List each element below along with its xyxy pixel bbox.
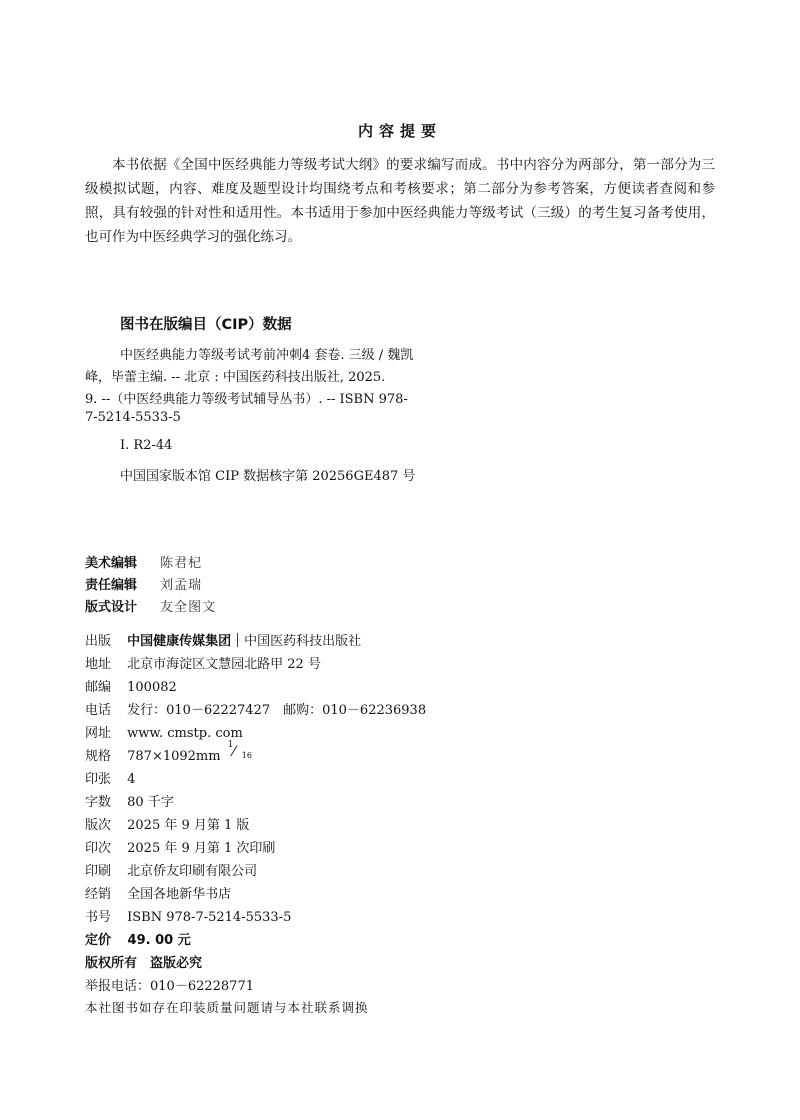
cip-record: 中国国家版本馆 CIP 数据核字第 20256GE487 号 bbox=[120, 469, 416, 484]
price-value: 49. 00 元 bbox=[127, 933, 191, 948]
address-label: 地址 bbox=[85, 657, 112, 672]
format-value: 787×1092mm bbox=[127, 749, 221, 764]
fraction-numerator: 1 bbox=[227, 740, 234, 750]
price-label: 定价 bbox=[85, 933, 112, 948]
phone-value: 发行：010－62227427 邮购：010－62236938 bbox=[127, 703, 427, 718]
distributor-label: 经销 bbox=[85, 887, 112, 902]
cip-line: 7-5214-5533-5 bbox=[85, 410, 181, 425]
format-fraction bbox=[225, 740, 252, 760]
address-value: 北京市海淀区文慧园北路甲 22 号 bbox=[127, 657, 321, 672]
editor-name: 陈君杞 bbox=[160, 556, 203, 571]
copyright-notice: 版权所有 盗版必究 bbox=[85, 956, 203, 971]
isbn-row bbox=[85, 906, 291, 925]
editor-role: 美术编辑 bbox=[85, 556, 138, 571]
sheets-value: 4 bbox=[127, 772, 136, 787]
editor-name: 刘孟瑞 bbox=[160, 578, 203, 593]
cip-heading: 图书在版编目（CIP）数据 bbox=[120, 317, 292, 333]
publisher-group: 中国健康传媒集团 bbox=[127, 634, 232, 649]
postcode-label: 邮编 bbox=[85, 680, 112, 695]
cip-classification: Ⅰ. R2-44 bbox=[120, 438, 173, 453]
website-value: www. cmstp. com bbox=[127, 726, 243, 741]
publisher-name: 中国医药科技出版社 bbox=[244, 634, 362, 649]
editor-row bbox=[85, 574, 202, 593]
wordcount-label: 字数 bbox=[85, 795, 112, 810]
price-row bbox=[85, 929, 191, 948]
cip-line: 9. --（中医经典能力等级考试辅导丛书）. -- ISBN 978- bbox=[85, 392, 408, 407]
publisher-label: 出版 bbox=[85, 634, 112, 649]
edition-label: 版次 bbox=[85, 818, 112, 833]
fraction-slash: ⁄ bbox=[232, 744, 236, 760]
publisher-row bbox=[85, 630, 361, 649]
editor-row bbox=[85, 552, 202, 571]
editor-name: 友全图文 bbox=[160, 600, 217, 615]
editor-role: 责任编辑 bbox=[85, 578, 138, 593]
printer-label: 印刷 bbox=[85, 864, 112, 879]
phone-label: 电话 bbox=[85, 703, 112, 718]
quality-notice: 本社图书如存在印装质量问题请与本社联系调换 bbox=[85, 1000, 369, 1015]
divider bbox=[237, 633, 238, 647]
distributor-row bbox=[85, 883, 231, 902]
printer-value: 北京侨友印刷有限公司 bbox=[127, 864, 258, 879]
editor-role: 版式设计 bbox=[85, 600, 138, 615]
wordcount-value: 80 千字 bbox=[127, 795, 174, 810]
isbn-value: ISBN 978-7-5214-5533-5 bbox=[127, 910, 292, 925]
address-row bbox=[85, 653, 321, 672]
postcode-value: 100082 bbox=[127, 680, 177, 695]
sheets-label: 印张 bbox=[85, 772, 112, 787]
edition-row bbox=[85, 814, 249, 833]
printing-label: 印次 bbox=[85, 841, 112, 856]
cip-line: 峰，毕蕾主编. -- 北京 : 中国医药科技出版社, 2025. bbox=[85, 370, 386, 385]
wordcount-row bbox=[85, 791, 174, 810]
cip-line: 中医经典能力等级考试考前冲刺4 套卷. 三级 / 魏凯 bbox=[120, 348, 414, 363]
printer-row bbox=[85, 860, 257, 879]
sheets-row bbox=[85, 768, 135, 787]
editor-row bbox=[85, 596, 216, 615]
edition-value: 2025 年 9 月第 1 版 bbox=[127, 818, 250, 833]
printing-row bbox=[85, 837, 275, 856]
summary-body: 本书依据《全国中医经典能力等级考试大纲》的要求编写而成。书中内容分为两部分，第一部分为三级模拟试题，内容、难度及题型设计均围绕考点和考核要求；第二部分为参考答案，方便读者查阅和参照，具有较强的针对性和适用性。本书适用于参加中医经典能力等级考试（三级）的考生复习备考使用，也可作为中医经典学习的强化练习。 bbox=[85, 157, 715, 245]
printing-value: 2025 年 9 月第 1 次印刷 bbox=[127, 841, 276, 856]
phone-row bbox=[85, 699, 426, 718]
postcode-row bbox=[85, 676, 177, 695]
website-row bbox=[85, 722, 243, 741]
summary-title: 内容提要 bbox=[357, 122, 442, 140]
fraction-denominator: 16 bbox=[241, 751, 252, 760]
format-row bbox=[85, 740, 252, 764]
distributor-value: 全国各地新华书店 bbox=[127, 887, 232, 902]
report-phone: 举报电话：010－62228771 bbox=[85, 979, 254, 994]
format-label: 规格 bbox=[85, 749, 112, 764]
isbn-label: 书号 bbox=[85, 910, 112, 925]
website-label: 网址 bbox=[85, 726, 112, 741]
